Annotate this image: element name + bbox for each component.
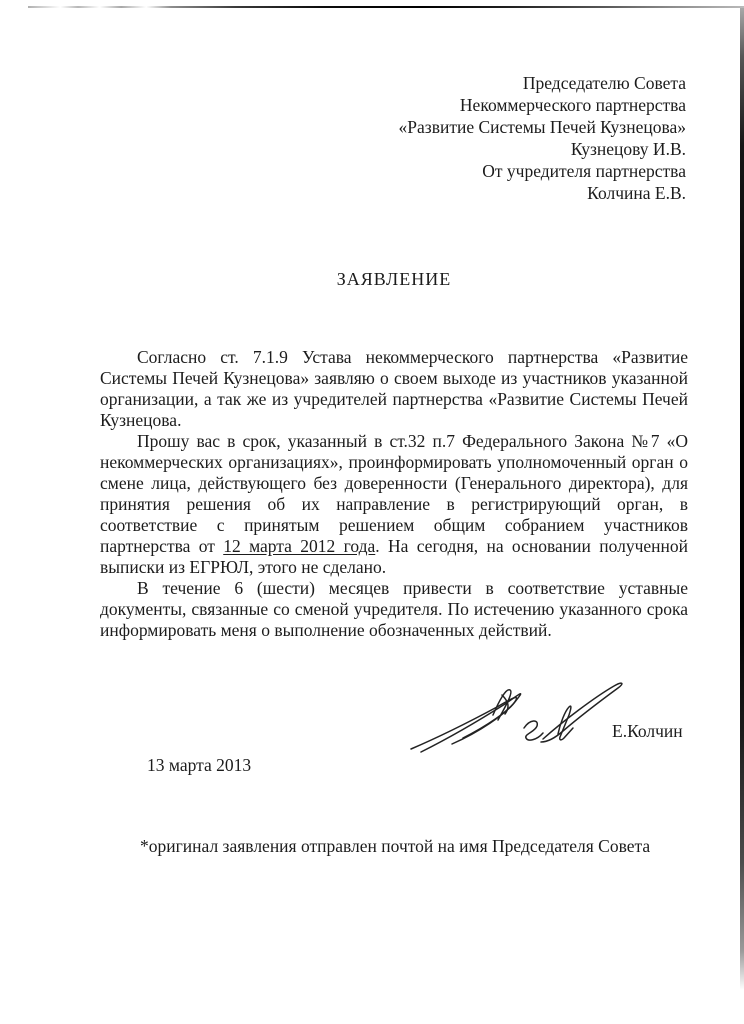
signature-image bbox=[405, 675, 630, 755]
recipient-block bbox=[399, 72, 686, 204]
body-paragraph-2 bbox=[100, 431, 688, 578]
body-paragraph-1: Согласно ст. 7.1.9 Устава некоммерческого партнерства «Развитие Системы Печей Кузнецова» заявляю о своем выходе из участников указанной организации, а так же из учредителей партнерства «Развитие Системы Печей Кузнецова. bbox=[100, 347, 688, 430]
document-body bbox=[100, 347, 688, 641]
paragraph-2-text-before: Прошу вас в срок, указанный в ст.32 п.7 Федерального Закона №7 «О некоммерческих организациях», проинформировать уполномоченный орган о смене лица, действующего без доверенности (Генерального директора), для принятия решения об их направление в регистрирующий орган, в соответствие с принятым решением общим собранием участников партнерства от bbox=[100, 431, 688, 556]
recipient-line: Некоммерческого партнерства bbox=[459, 95, 686, 115]
recipient-line: Колчина Е.В. bbox=[587, 183, 686, 203]
footnote: *оригинал заявления отправлен почтой на имя Председателя Совета bbox=[140, 836, 651, 856]
recipient-line: От учредителя партнерства bbox=[482, 161, 686, 181]
underlined-date-phrase: 12 марта 2012 года bbox=[223, 536, 376, 556]
scan-artifact-right-edge bbox=[740, 8, 744, 990]
document-date: 13 марта 2013 bbox=[147, 755, 252, 775]
body-paragraph-3: В течение 6 (шести) месяцев привести в соответствие уставные документы, связанные со сменой учредителя. По истечению указанного срока информировать меня о выполнение обозначенных действий. bbox=[100, 578, 688, 640]
recipient-line: Председателю Совета bbox=[522, 73, 686, 93]
recipient-line: Кузнецову И.В. bbox=[570, 139, 686, 159]
scan-artifact-top-edge bbox=[28, 6, 744, 8]
recipient-line: «Развитие Системы Печей Кузнецова» bbox=[398, 117, 686, 137]
paragraph-2-text-after: . На сегодня, на основании полученной выписки из ЕГРЮЛ, этого не сделано. bbox=[100, 536, 689, 577]
document-title: ЗАЯВЛЕНИЕ bbox=[336, 269, 452, 289]
signature-name: Е.Колчин bbox=[612, 721, 683, 741]
